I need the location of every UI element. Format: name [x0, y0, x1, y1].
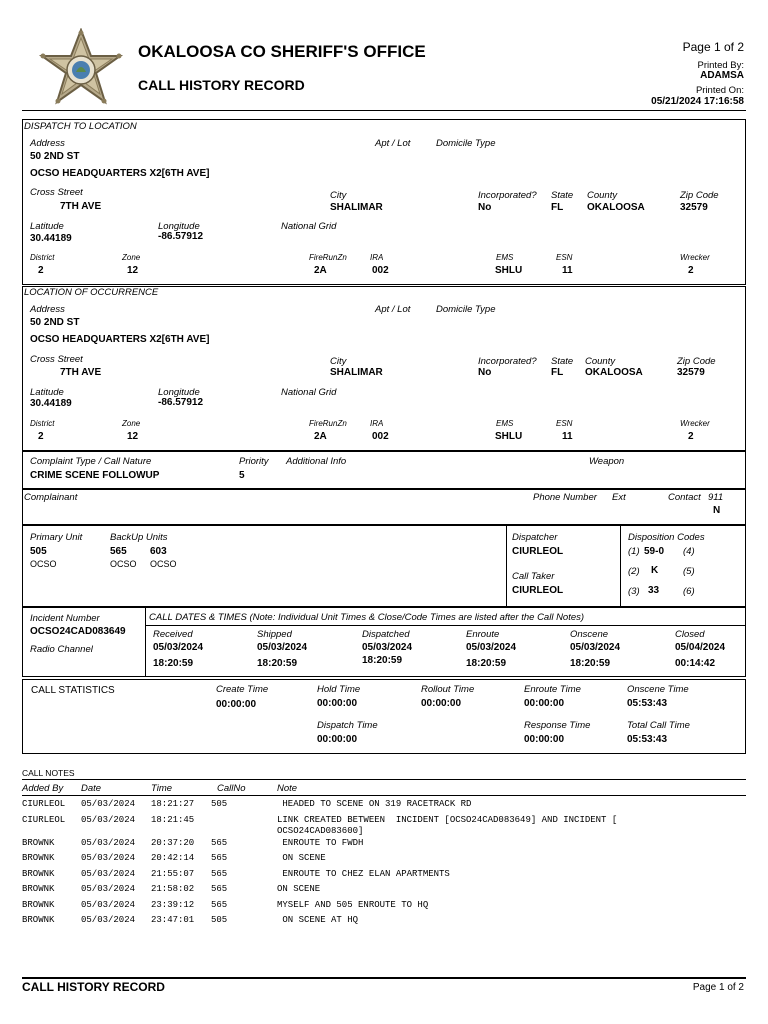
- disposition-3-index: (3): [628, 586, 640, 597]
- printed-on-label: Printed On:: [695, 85, 744, 96]
- ext-label: Ext: [612, 492, 626, 503]
- note-row-1-callno: 505: [211, 799, 228, 809]
- onscene-label: Onscene: [570, 629, 609, 640]
- county-value: OKALOOSA: [587, 202, 645, 213]
- 911-label: 911: [708, 492, 724, 503]
- longitude-value: -86.57912: [158, 231, 204, 242]
- additional-info-label: Additional Info: [286, 456, 347, 467]
- national-grid-label: National Grid: [281, 221, 337, 232]
- footer-title: CALL HISTORY RECORD: [22, 980, 165, 994]
- note-row-5-by: BROWNK: [22, 869, 55, 879]
- note-row-8-callno: 505: [211, 915, 228, 925]
- place-value: OCSO HEADQUARTERS X2[6TH AVE]: [30, 334, 210, 345]
- wrecker-value: 2: [688, 431, 694, 442]
- call-taker-label: Call Taker: [512, 571, 555, 582]
- sheriff-star-badge: [38, 28, 124, 110]
- disposition-3-value: 33: [648, 585, 660, 596]
- note-row-2-by: CIURLEOL: [22, 815, 66, 825]
- firerunzn-value: 2A: [314, 265, 327, 276]
- note-row-7-callno: 565: [211, 900, 228, 910]
- district-label: District: [30, 419, 55, 428]
- address-value: 50 2ND ST: [30, 151, 80, 162]
- disposition-2-index: (2): [628, 566, 640, 577]
- address-label: Address: [30, 304, 65, 315]
- received-date: 05/03/2024: [153, 642, 204, 653]
- call-notes-title: CALL NOTES: [22, 768, 75, 778]
- call-dates-title: CALL DATES & TIMES (Note: Individual Unit Times & Close/Code Times are listed after the Call Notes): [149, 612, 585, 623]
- zone-label: Zone: [122, 253, 141, 262]
- ira-value: 002: [372, 431, 389, 442]
- complaint-type-value: CRIME SCENE FOLLOWUP: [30, 470, 160, 481]
- received-time: 18:20:59: [153, 658, 194, 669]
- domicile-label: Domicile Type: [436, 138, 496, 149]
- zip-value: 32579: [680, 202, 708, 213]
- national-grid-label: National Grid: [281, 387, 337, 398]
- longitude-label: Longitude: [158, 387, 200, 398]
- disposition-codes-label: Disposition Codes: [628, 532, 705, 543]
- priority-value: 5: [239, 470, 245, 481]
- district-value: 2: [38, 265, 44, 276]
- longitude-label: Longitude: [158, 221, 200, 232]
- district-value: 2: [38, 431, 44, 442]
- primary-unit-label: Primary Unit: [30, 532, 83, 543]
- address-label: Address: [30, 138, 65, 149]
- county-label: County: [587, 190, 618, 201]
- esn-label: ESN: [556, 253, 573, 262]
- dispatch-section-title: DISPATCH TO LOCATION: [24, 121, 137, 132]
- note-row-4-note: ON SCENE: [277, 853, 326, 863]
- received-label: Received: [153, 629, 193, 640]
- disposition-1-value: 59-0: [644, 546, 665, 557]
- dates-title-underline: [145, 625, 746, 626]
- incorporated-value: No: [478, 367, 492, 378]
- 911-value: N: [713, 505, 721, 516]
- total-call-time-label: Total Call Time: [627, 720, 690, 731]
- enroute-time-label: Enroute Time: [524, 684, 581, 695]
- wrecker-label: Wrecker: [680, 419, 710, 428]
- firerunzn-label: FireRunZn: [309, 253, 347, 262]
- page-number: Page 1 of 2: [682, 40, 744, 54]
- units-divider-2: [620, 525, 621, 607]
- zip-label: Zip Code: [677, 356, 716, 367]
- ems-label: EMS: [496, 253, 514, 262]
- note-row-5-note: ENROUTE TO CHEZ ELAN APARTMENTS: [277, 869, 450, 879]
- domicile-label: Domicile Type: [436, 304, 496, 315]
- disposition-2-value: K: [651, 565, 659, 576]
- priority-label: Priority: [239, 456, 269, 467]
- note-row-4-time: 20:42:14: [151, 853, 195, 863]
- ems-value: SHLU: [495, 431, 523, 442]
- total-call-time-value: 05:53:43: [627, 734, 668, 745]
- ems-label: EMS: [496, 419, 514, 428]
- dispatched-label: Dispatched: [362, 629, 410, 640]
- note-row-6-date: 05/03/2024: [81, 884, 136, 894]
- cross-street-label: Cross Street: [30, 354, 83, 365]
- ems-value: SHLU: [495, 265, 523, 276]
- notes-header-date: Date: [81, 783, 102, 794]
- address-value: 50 2ND ST: [30, 317, 80, 328]
- state-label: State: [551, 356, 574, 367]
- phone-number-label: Phone Number: [533, 492, 597, 503]
- note-row-1-date: 05/03/2024: [81, 799, 136, 809]
- note-row-2-note-cont: OCSO24CAD083600]: [277, 826, 364, 836]
- note-row-2-date: 05/03/2024: [81, 815, 136, 825]
- note-row-8-note: ON SCENE AT HQ: [277, 915, 359, 925]
- dispatched-time: 18:20:59: [362, 655, 403, 666]
- disposition-6-index: (6): [683, 586, 695, 597]
- note-row-7-date: 05/03/2024: [81, 900, 136, 910]
- ira-label: IRA: [370, 419, 384, 428]
- notes-header-time: Time: [151, 783, 173, 794]
- printed-on-value: 05/21/2024 17:16:58: [651, 96, 744, 107]
- primary-unit-value: 505: [30, 546, 47, 557]
- weapon-label: Weapon: [589, 456, 625, 467]
- incorporated-value: No: [478, 202, 492, 213]
- response-time-value: 00:00:00: [524, 734, 565, 745]
- dispatch-time-label: Dispatch Time: [317, 720, 378, 731]
- rollout-time-label: Rollout Time: [421, 684, 475, 695]
- backup-unit-2-agency: OCSO: [150, 559, 177, 569]
- call-taker-value: CIURLEOL: [512, 585, 564, 596]
- units-divider-1: [506, 525, 507, 607]
- esn-value: 11: [562, 431, 573, 442]
- hold-time-label: Hold Time: [317, 684, 361, 695]
- occurrence-section-title: LOCATION OF OCCURRENCE: [24, 287, 159, 298]
- city-label: City: [330, 356, 347, 367]
- firerunzn-value: 2A: [314, 431, 327, 442]
- note-row-1-note: HEADED TO SCENE ON 319 RACETRACK RD: [277, 799, 472, 809]
- backup-units-label: BackUp Units: [110, 532, 168, 543]
- note-row-3-date: 05/03/2024: [81, 838, 136, 848]
- latitude-value: 30.44189: [30, 398, 72, 409]
- note-row-6-note: ON SCENE: [277, 884, 321, 894]
- incorporated-label: Incorporated?: [478, 190, 537, 201]
- onscene-date: 05/03/2024: [570, 642, 621, 653]
- notes-header-added-by: Added By: [22, 783, 64, 794]
- contact-label: Contact: [668, 492, 701, 503]
- printed-by-value: ADAMSA: [700, 70, 744, 81]
- note-row-3-by: BROWNK: [22, 838, 55, 848]
- county-label: County: [585, 356, 616, 367]
- note-row-5-date: 05/03/2024: [81, 869, 136, 879]
- place-value: OCSO HEADQUARTERS X2[6TH AVE]: [30, 168, 210, 179]
- ira-value: 002: [372, 265, 389, 276]
- latitude-label: Latitude: [30, 221, 64, 232]
- footer-page-number: Page 1 of 2: [692, 982, 744, 993]
- ira-label: IRA: [370, 253, 384, 262]
- note-row-5-time: 21:55:07: [151, 869, 195, 879]
- incident-number-label: Incident Number: [30, 613, 100, 624]
- county-value: OKALOOSA: [585, 367, 643, 378]
- enroute-time-value: 00:00:00: [524, 698, 565, 709]
- note-row-4-by: BROWNK: [22, 853, 55, 863]
- latitude-value: 30.44189: [30, 233, 72, 244]
- latitude-label: Latitude: [30, 387, 64, 398]
- document-title: CALL HISTORY RECORD: [138, 77, 305, 93]
- note-row-2-time: 18:21:45: [151, 815, 195, 825]
- longitude-value: -86.57912: [158, 397, 204, 408]
- zip-value: 32579: [677, 367, 705, 378]
- esn-value: 11: [562, 265, 573, 276]
- state-value: FL: [551, 202, 564, 213]
- closed-time: 00:14:42: [675, 658, 716, 669]
- district-label: District: [30, 253, 55, 262]
- zip-label: Zip Code: [680, 190, 719, 201]
- note-row-1-time: 18:21:27: [151, 799, 195, 809]
- agency-title: OKALOOSA CO SHERIFF'S OFFICE: [138, 42, 426, 61]
- notes-header-rule: [22, 795, 746, 796]
- apt-label: Apt / Lot: [375, 304, 411, 315]
- backup-unit-2: 603: [150, 546, 167, 557]
- enroute-label: Enroute: [466, 629, 500, 640]
- zone-value: 12: [127, 265, 139, 276]
- notes-header-callno: CallNo: [217, 783, 246, 794]
- note-row-5-callno: 565: [211, 869, 228, 879]
- shipped-label: Shipped: [257, 629, 292, 640]
- state-label: State: [551, 190, 574, 201]
- header-divider: [22, 110, 746, 111]
- note-row-3-time: 20:37:20: [151, 838, 195, 848]
- note-row-7-note: MYSELF AND 505 ENROUTE TO HQ: [277, 900, 429, 910]
- note-row-3-note: ENROUTE TO FWDH: [277, 838, 364, 848]
- note-row-8-time: 23:47:01: [151, 915, 195, 925]
- backup-unit-1: 565: [110, 546, 127, 557]
- note-row-6-time: 21:58:02: [151, 884, 195, 894]
- dispatch-time-value: 00:00:00: [317, 734, 358, 745]
- enroute-time: 18:20:59: [466, 658, 507, 669]
- notes-header-note: Note: [277, 783, 298, 794]
- note-row-8-date: 05/03/2024: [81, 915, 136, 925]
- call-statistics-title: CALL STATISTICS: [31, 685, 115, 696]
- shipped-date: 05/03/2024: [257, 642, 308, 653]
- note-row-3-callno: 565: [211, 838, 228, 848]
- note-row-6-callno: 565: [211, 884, 228, 894]
- wrecker-value: 2: [688, 265, 694, 276]
- note-row-6-by: BROWNK: [22, 884, 55, 894]
- complainant-label: Complainant: [24, 492, 78, 503]
- closed-date: 05/04/2024: [675, 642, 726, 653]
- onscene-time-label: Onscene Time: [627, 684, 689, 695]
- city-value: SHALIMAR: [330, 367, 383, 378]
- shipped-time: 18:20:59: [257, 658, 298, 669]
- primary-unit-agency: OCSO: [30, 559, 57, 569]
- onscene-time: 18:20:59: [570, 658, 611, 669]
- cross-street-label: Cross Street: [30, 187, 83, 198]
- radio-channel-label: Radio Channel: [30, 644, 93, 655]
- note-row-7-by: BROWNK: [22, 900, 55, 910]
- dispatched-date: 05/03/2024: [362, 642, 413, 653]
- zone-value: 12: [127, 431, 139, 442]
- disposition-5-index: (5): [683, 566, 695, 577]
- enroute-date: 05/03/2024: [466, 642, 517, 653]
- esn-label: ESN: [556, 419, 573, 428]
- zone-label: Zone: [122, 419, 141, 428]
- note-row-4-callno: 565: [211, 853, 228, 863]
- disposition-4-index: (4): [683, 546, 695, 557]
- printed-by-label: Printed By:: [697, 60, 744, 71]
- city-label: City: [330, 190, 347, 201]
- state-value: FL: [551, 367, 564, 378]
- city-value: SHALIMAR: [330, 202, 383, 213]
- incorporated-label: Incorporated?: [478, 356, 537, 367]
- firerunzn-label: FireRunZn: [309, 419, 347, 428]
- note-row-4-date: 05/03/2024: [81, 853, 136, 863]
- onscene-time-value: 05:53:43: [627, 698, 668, 709]
- closed-label: Closed: [675, 629, 705, 640]
- hold-time-value: 00:00:00: [317, 698, 358, 709]
- complaint-type-label: Complaint Type / Call Nature: [30, 456, 152, 467]
- note-row-1-by: CIURLEOL: [22, 799, 66, 809]
- disposition-1-index: (1): [628, 546, 640, 557]
- incident-divider: [145, 607, 146, 677]
- dispatcher-value: CIURLEOL: [512, 546, 564, 557]
- cross-street-value: 7TH AVE: [60, 367, 102, 378]
- footer-rule: [22, 977, 746, 979]
- apt-label: Apt / Lot: [375, 138, 411, 149]
- wrecker-label: Wrecker: [680, 253, 710, 262]
- note-row-2-note: LINK CREATED BETWEEN INCIDENT [OCSO24CAD083649] AND INCIDENT [: [277, 815, 618, 825]
- create-time-value: 00:00:00: [216, 699, 257, 710]
- cross-street-value: 7TH AVE: [60, 201, 102, 212]
- dispatcher-label: Dispatcher: [512, 532, 558, 543]
- notes-top-rule: [22, 779, 746, 780]
- response-time-label: Response Time: [524, 720, 591, 731]
- note-row-7-time: 23:39:12: [151, 900, 195, 910]
- rollout-time-value: 00:00:00: [421, 698, 462, 709]
- create-time-label: Create Time: [216, 684, 269, 695]
- complainant-box: [22, 489, 746, 525]
- note-row-8-by: BROWNK: [22, 915, 55, 925]
- incident-number-value: OCSO24CAD083649: [30, 626, 126, 637]
- backup-unit-1-agency: OCSO: [110, 559, 137, 569]
